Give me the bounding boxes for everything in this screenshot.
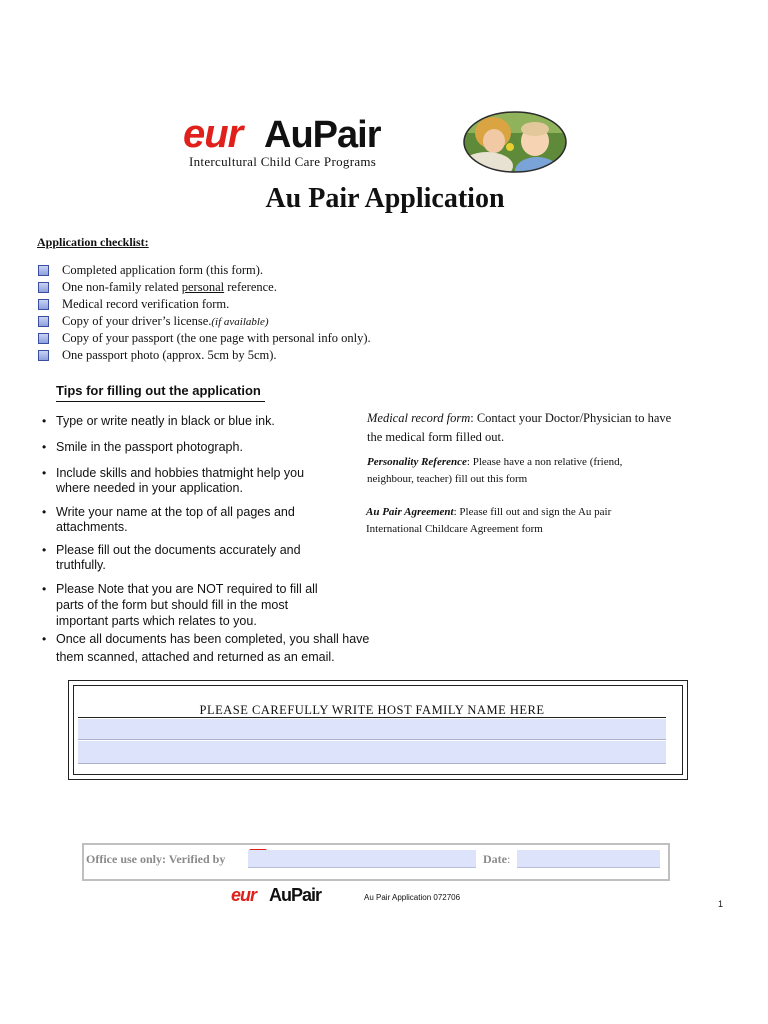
checklist-item[interactable] — [38, 330, 371, 347]
footer — [231, 885, 491, 909]
medical-record-note: Medical record form: Contact your Doctor/Physician to have the medical form filled out. — [367, 411, 672, 444]
checkbox-icon[interactable] — [38, 282, 49, 293]
tips-heading-rule — [56, 401, 265, 402]
tip-item: • Please fill out the documents accurately and truthfully. — [42, 543, 301, 572]
mother-child-photo — [463, 111, 567, 173]
host-family-name-field-1[interactable] — [78, 719, 666, 740]
checkbox-icon[interactable] — [38, 316, 49, 327]
personality-reference-note: Personality Reference: Please have a non relative (friend, neighbour, teacher) fill out this form — [367, 456, 623, 485]
au-pair-agreement-note: Au Pair Agreement: Please fill out and sign the Au pair International Childcare Agreement form — [366, 506, 612, 535]
tip-item: • Type or write neatly in black or blue ink. — [42, 414, 275, 428]
checklist — [38, 262, 371, 364]
office-verified-label: Office use only: Verified by — [86, 852, 226, 866]
bullet-icon: • — [42, 440, 47, 454]
bullet-icon: • — [42, 582, 47, 596]
host-family-rule — [78, 717, 666, 718]
tip-item: • Write your name at the top of all pages and attachments. — [42, 505, 295, 534]
host-family-label: PLEASE CAREFULLY WRITE HOST FAMILY NAME HERE — [199, 703, 545, 717]
tips-heading: Tips for filling out the application — [56, 383, 261, 398]
checklist-item[interactable] — [38, 262, 371, 279]
page-title-text: Au Pair Application — [265, 183, 505, 214]
tip-item: • Include skills and hobbies thatmight help you where needed in your application. — [42, 466, 305, 495]
checkbox-icon[interactable] — [38, 333, 49, 344]
checklist-item-label: One passport photo (approx. 5cm by 5cm). — [62, 348, 277, 362]
checklist-item[interactable] — [38, 313, 371, 330]
checklist-item-label: Copy of your passport (the one page with personal info only). — [62, 331, 371, 345]
logo-tagline: Intercultural Child Care Programs — [189, 154, 377, 169]
checklist-item[interactable] — [38, 279, 371, 296]
bullet-icon: • — [42, 505, 47, 519]
checkbox-icon[interactable] — [38, 265, 49, 276]
verified-by-field[interactable] — [248, 850, 476, 868]
logo-aupair-text: AuPair — [264, 114, 381, 156]
footer-document-id: Au Pair Application 072706 — [364, 893, 461, 902]
tip-item: • Smile in the passport photograph. — [42, 440, 243, 454]
checklist-heading: Application checklist: — [37, 235, 149, 249]
checklist-item[interactable] — [38, 296, 371, 313]
bullet-icon: • — [42, 466, 47, 480]
page-title — [0, 183, 768, 215]
tip-item: • Once all documents has been completed, you shall have them scanned, attached and returned as an email. — [42, 632, 370, 664]
checklist-item-label: Copy of your driver’s license.(if available) — [62, 314, 269, 328]
bullet-icon: • — [42, 414, 47, 428]
office-date-label: Date: — [483, 852, 511, 866]
logo-eur-text: eur — [183, 112, 243, 156]
host-family-name-field-2[interactable] — [78, 741, 666, 764]
checklist-item-label: Completed application form (this form). — [62, 263, 263, 277]
checkbox-icon[interactable] — [38, 299, 49, 310]
footer-logo-eur: eur — [231, 885, 257, 905]
eur-aupair-logo — [183, 112, 433, 172]
tip-item: • Please Note that you are NOT required to fill all parts of the form but should fill in the most important parts which relates to you. — [42, 582, 318, 628]
checklist-item-label: One non-family related personal reference. — [62, 280, 277, 294]
page-number: 1 — [718, 899, 724, 909]
bullet-icon: • — [42, 543, 47, 557]
bullet-icon: • — [42, 632, 47, 646]
checklist-item-label: Medical record verification form. — [62, 297, 230, 311]
date-field[interactable] — [517, 850, 660, 868]
checkbox-icon[interactable] — [38, 350, 49, 361]
checklist-item[interactable] — [38, 347, 371, 364]
footer-logo-aupair: AuPair — [269, 885, 322, 905]
